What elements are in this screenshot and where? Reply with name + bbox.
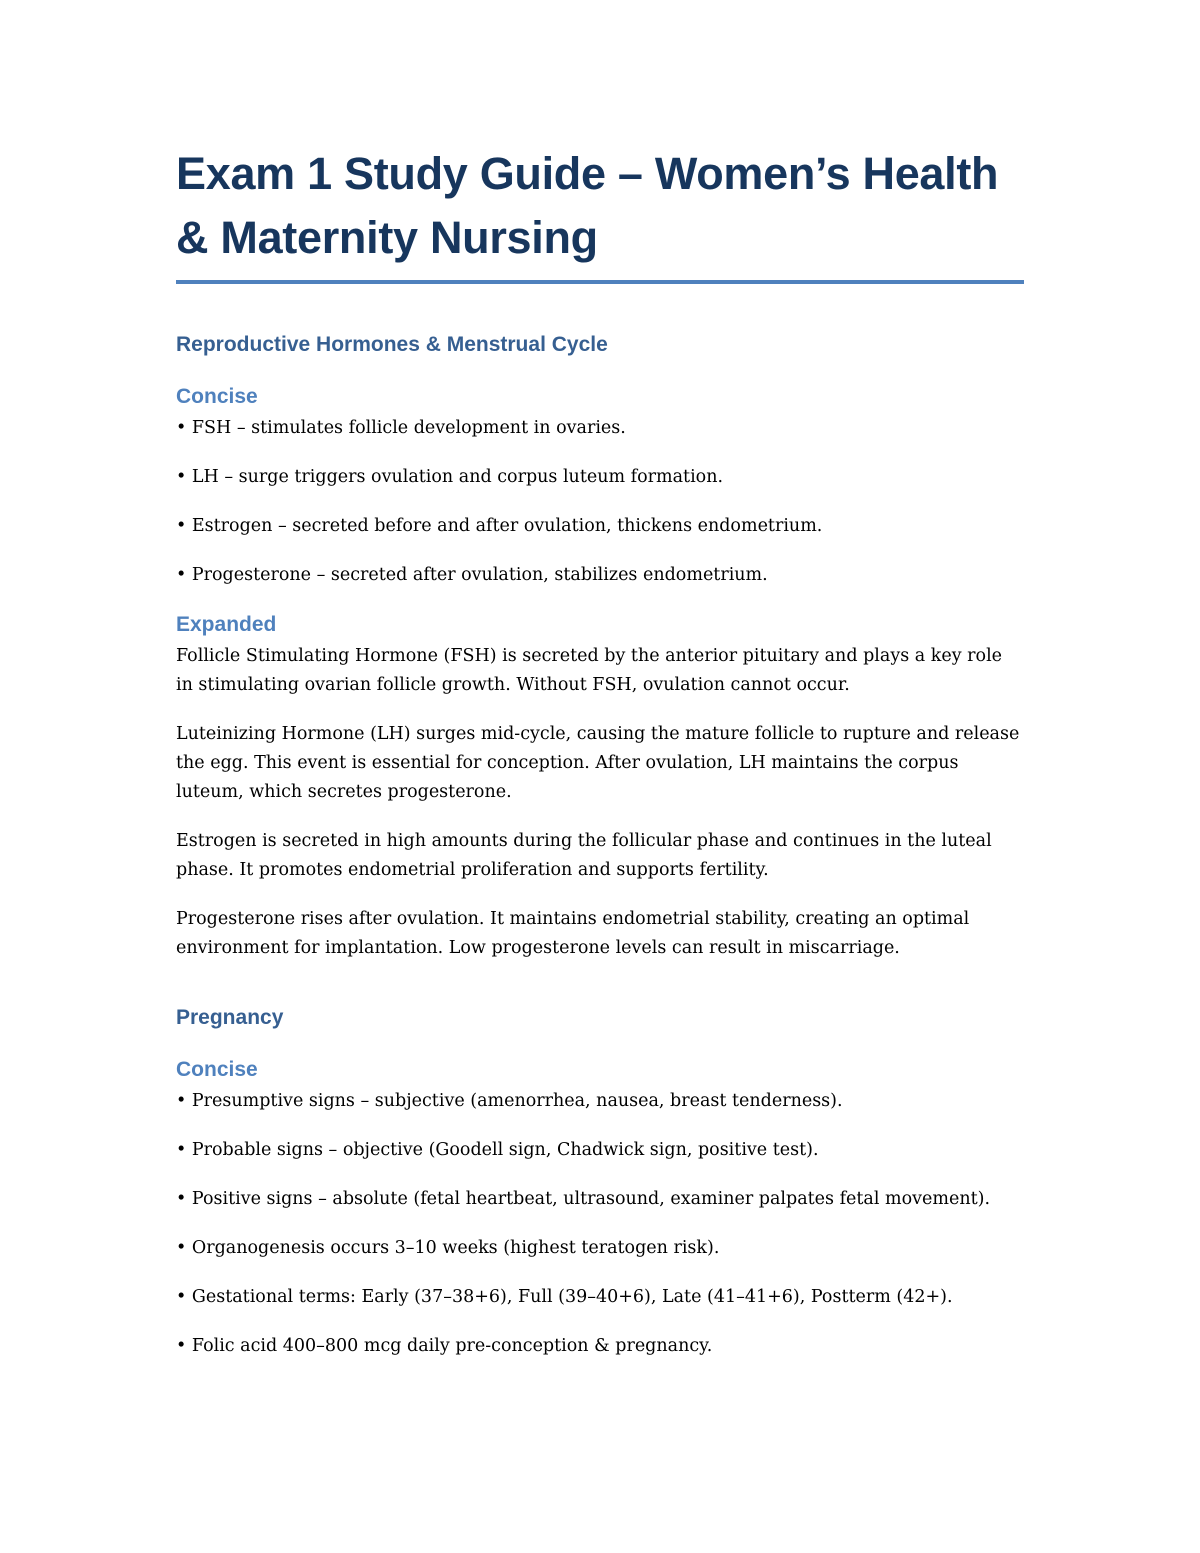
- list-item: • Positive signs – absolute (fetal heartbeat, ultrasound, examiner palpates fetal movement).: [176, 1189, 991, 1209]
- list-item: • Organogenesis occurs 3–10 weeks (highest teratogen risk).: [176, 1238, 720, 1258]
- document-title: Exam 1 Study Guide – Women’s Health & Maternity Nursing: [176, 148, 999, 263]
- paragraph: Luteinizing Hormone (LH) surges mid-cycle, causing the mature follicle to rupture and release the egg. This event is essential for conception. After ovulation, LH maintains the corpus luteum, which secretes progesterone.: [176, 724, 1020, 802]
- section-heading: Pregnancy: [176, 1006, 284, 1029]
- paragraph: Estrogen is secreted in high amounts during the follicular phase and continues in the luteal phase. It promotes endometrial proliferation and supports fertility.: [176, 831, 992, 880]
- document-body: [176, 142, 1024, 1401]
- expanded-heading: Expanded: [176, 613, 277, 636]
- concise-heading: Concise: [176, 1058, 258, 1081]
- paragraph: Follicle Stimulating Hormone (FSH) is secreted by the anterior pituitary and plays a key role in stimulating ovarian follicle growth. Without FSH, ovulation cannot occur.: [176, 646, 1003, 695]
- section-reproductive-hormones: [176, 330, 1024, 963]
- list-item: • LH – surge triggers ovulation and corpus luteum formation.: [176, 467, 724, 487]
- section-heading: Reproductive Hormones & Menstrual Cycle: [176, 333, 608, 356]
- concise-list: [176, 1087, 1024, 1361]
- list-item: • Progesterone – secreted after ovulation, stabilizes endometrium.: [176, 565, 768, 585]
- list-item: • Gestational terms: Early (37–38+6), Full (39–40+6), Late (41–41+6), Postterm (42+).: [176, 1287, 953, 1307]
- title-underline-rule: [176, 280, 1024, 284]
- concise-list: [176, 414, 1024, 590]
- concise-heading: Concise: [176, 385, 258, 408]
- paragraph: Progesterone rises after ovulation. It maintains endometrial stability, creating an optimal environment for implantation. Low progesterone levels can result in miscarriage.: [176, 909, 970, 958]
- section-pregnancy: [176, 1003, 1024, 1361]
- list-item: • Estrogen – secreted before and after ovulation, thickens endometrium.: [176, 516, 823, 536]
- list-item: • Folic acid 400–800 mcg daily pre-conception & pregnancy.: [176, 1336, 713, 1356]
- list-item: • Presumptive signs – subjective (amenorrhea, nausea, breast tenderness).: [176, 1091, 843, 1111]
- list-item: • Probable signs – objective (Goodell sign, Chadwick sign, positive test).: [176, 1140, 819, 1160]
- list-item: • FSH – stimulates follicle development in ovaries.: [176, 418, 626, 438]
